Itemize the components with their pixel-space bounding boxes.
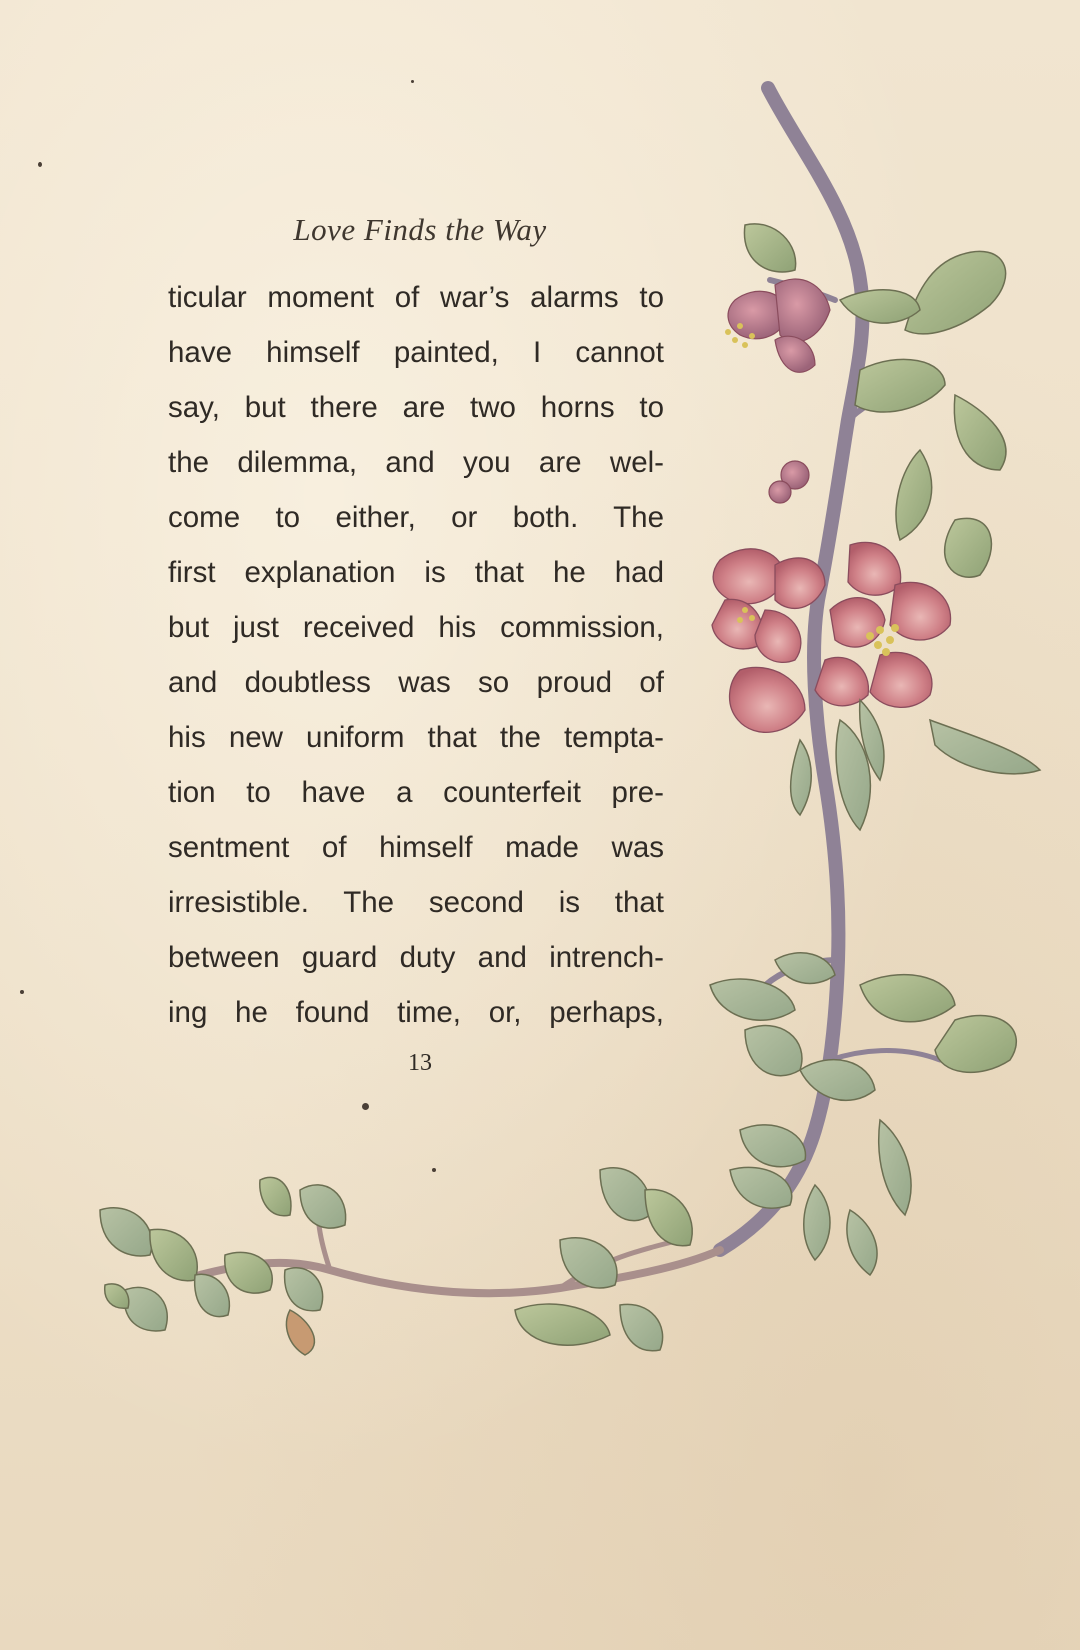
text-line: between guard duty and intrench-: [168, 941, 664, 974]
leaf-cluster-upper: [744, 224, 1005, 577]
text-line: ing he found time, or, perhaps,: [168, 996, 664, 1029]
print-speck: [362, 1103, 369, 1110]
blossom-cluster-main: [712, 542, 951, 732]
text-line: his new uniform that the tempta-: [168, 721, 664, 754]
leaf-cluster-bottom: [100, 1168, 692, 1355]
stamen-upper: [725, 323, 755, 348]
text-line: ticular moment of war’s alarms to: [168, 281, 664, 314]
print-speck: [38, 162, 42, 167]
text-line: tion to have a counterfeit pre-: [168, 776, 664, 809]
text-line: first explanation is that he had: [168, 556, 664, 589]
print-speck: [20, 990, 24, 994]
text-line: and doubtless was so proud of: [168, 666, 664, 699]
text-line: but just received his commission,: [168, 611, 664, 644]
print-speck: [432, 1168, 436, 1172]
text-line: the dilemma, and you are wel-: [168, 446, 664, 479]
text-line: come to either, or both. The: [168, 501, 664, 534]
leaf-cluster-lower-right: [710, 953, 1016, 1275]
blossom-upper: [728, 279, 830, 503]
text-line: irresistible. The second is that: [168, 886, 664, 919]
text-line: have himself painted, I cannot: [168, 336, 664, 369]
text-line: sentment of himself made was: [168, 831, 664, 864]
leaf-cluster-middle: [791, 700, 1040, 830]
running-head: Love Finds the Way: [293, 212, 547, 247]
print-speck: [411, 80, 414, 83]
text-line: say, but there are two horns to: [168, 391, 664, 424]
stamen-main: [737, 607, 899, 656]
page-number: 13: [408, 1050, 432, 1076]
body-text: [168, 270, 664, 1040]
